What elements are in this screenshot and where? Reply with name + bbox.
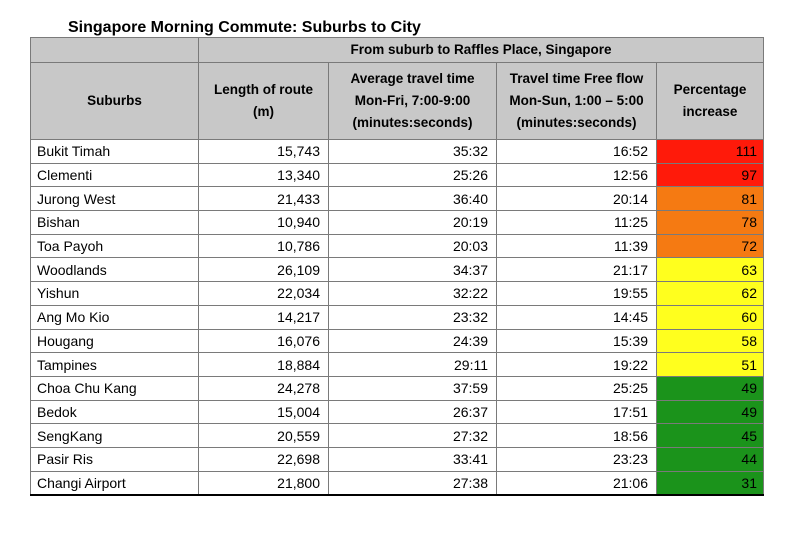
free-flow-cell: 19:22 bbox=[497, 353, 657, 377]
peak-time-cell: 20:19 bbox=[329, 211, 497, 235]
free-flow-header: Travel time Free flow Mon-Sun, 1:00 – 5:00 (minutes:seconds) bbox=[497, 63, 657, 140]
length-cell: 10,786 bbox=[199, 234, 329, 258]
free-flow-cell: 19:55 bbox=[497, 282, 657, 306]
length-cell: 21,433 bbox=[199, 187, 329, 211]
table-row bbox=[31, 353, 764, 377]
table-row bbox=[31, 211, 764, 235]
suburb-cell: Bishan bbox=[31, 211, 199, 235]
chart-title: Singapore Morning Commute: Suburbs to City bbox=[68, 19, 421, 36]
length-cell: 10,940 bbox=[199, 211, 329, 235]
free-flow-cell: 14:45 bbox=[497, 305, 657, 329]
free-flow-cell: 18:56 bbox=[497, 424, 657, 448]
peak-time-cell: 37:59 bbox=[329, 376, 497, 400]
length-cell: 16,076 bbox=[199, 329, 329, 353]
free-flow-cell: 17:51 bbox=[497, 400, 657, 424]
percent-cell: 49 bbox=[657, 400, 764, 424]
table-row bbox=[31, 400, 764, 424]
percent-cell: 44 bbox=[657, 447, 764, 471]
length-cell: 21,800 bbox=[199, 471, 329, 495]
percent-cell: 60 bbox=[657, 305, 764, 329]
suburb-cell: Changi Airport bbox=[31, 471, 199, 495]
length-cell: 18,884 bbox=[199, 353, 329, 377]
peak-time-cell: 35:32 bbox=[329, 140, 497, 164]
peak-time-cell: 27:32 bbox=[329, 424, 497, 448]
length-cell: 20,559 bbox=[199, 424, 329, 448]
length-header: Length of route (m) bbox=[199, 63, 329, 140]
suburb-cell: Hougang bbox=[31, 329, 199, 353]
suburb-cell: Ang Mo Kio bbox=[31, 305, 199, 329]
length-cell: 22,034 bbox=[199, 282, 329, 306]
free-flow-cell: 11:25 bbox=[497, 211, 657, 235]
peak-time-cell: 20:03 bbox=[329, 234, 497, 258]
peak-time-header: Average travel time Mon-Fri, 7:00-9:00 (minutes:seconds) bbox=[329, 63, 497, 140]
suburb-cell: Bedok bbox=[31, 400, 199, 424]
suburbs-header: Suburbs bbox=[31, 63, 199, 140]
table-row bbox=[31, 447, 764, 471]
percent-cell: 78 bbox=[657, 211, 764, 235]
table-row bbox=[31, 424, 764, 448]
suburb-cell: Pasir Ris bbox=[31, 447, 199, 471]
free-flow-cell: 16:52 bbox=[497, 140, 657, 164]
free-flow-cell: 20:14 bbox=[497, 187, 657, 211]
table-row bbox=[31, 471, 764, 495]
percent-cell: 81 bbox=[657, 187, 764, 211]
suburb-cell: Clementi bbox=[31, 163, 199, 187]
percent-header: Percentage increase bbox=[657, 63, 764, 140]
free-flow-cell: 12:56 bbox=[497, 163, 657, 187]
length-cell: 14,217 bbox=[199, 305, 329, 329]
percent-cell: 58 bbox=[657, 329, 764, 353]
percent-cell: 111 bbox=[657, 140, 764, 164]
length-cell: 15,743 bbox=[199, 140, 329, 164]
table-row bbox=[31, 140, 764, 164]
free-flow-cell: 23:23 bbox=[497, 447, 657, 471]
free-flow-cell: 21:06 bbox=[497, 471, 657, 495]
peak-time-cell: 33:41 bbox=[329, 447, 497, 471]
table-row bbox=[31, 282, 764, 306]
percent-cell: 97 bbox=[657, 163, 764, 187]
percent-cell: 49 bbox=[657, 376, 764, 400]
peak-time-cell: 24:39 bbox=[329, 329, 497, 353]
percent-cell: 63 bbox=[657, 258, 764, 282]
table-row bbox=[31, 163, 764, 187]
free-flow-cell: 21:17 bbox=[497, 258, 657, 282]
peak-time-cell: 32:22 bbox=[329, 282, 497, 306]
peak-time-cell: 26:37 bbox=[329, 400, 497, 424]
length-cell: 26,109 bbox=[199, 258, 329, 282]
suburb-cell: Tampines bbox=[31, 353, 199, 377]
suburb-cell: Jurong West bbox=[31, 187, 199, 211]
suburb-cell: Yishun bbox=[31, 282, 199, 306]
peak-time-cell: 36:40 bbox=[329, 187, 497, 211]
suburb-cell: Choa Chu Kang bbox=[31, 376, 199, 400]
percent-cell: 45 bbox=[657, 424, 764, 448]
length-cell: 15,004 bbox=[199, 400, 329, 424]
free-flow-cell: 15:39 bbox=[497, 329, 657, 353]
peak-time-cell: 25:26 bbox=[329, 163, 497, 187]
table-row bbox=[31, 376, 764, 400]
free-flow-cell: 11:39 bbox=[497, 234, 657, 258]
percent-cell: 31 bbox=[657, 471, 764, 495]
table-row bbox=[31, 329, 764, 353]
suburb-cell: Woodlands bbox=[31, 258, 199, 282]
free-flow-cell: 25:25 bbox=[497, 376, 657, 400]
peak-time-cell: 34:37 bbox=[329, 258, 497, 282]
table-row bbox=[31, 258, 764, 282]
commute-table bbox=[30, 37, 764, 496]
percent-cell: 51 bbox=[657, 353, 764, 377]
suburb-cell: SengKang bbox=[31, 424, 199, 448]
suburb-cell: Toa Payoh bbox=[31, 234, 199, 258]
table-row bbox=[31, 234, 764, 258]
percent-cell: 62 bbox=[657, 282, 764, 306]
table-row bbox=[31, 187, 764, 211]
table-row bbox=[31, 305, 764, 329]
group-header: From suburb to Raffles Place, Singapore bbox=[199, 38, 764, 63]
percent-cell: 72 bbox=[657, 234, 764, 258]
length-cell: 24,278 bbox=[199, 376, 329, 400]
header-blank-cell bbox=[31, 38, 199, 63]
length-cell: 22,698 bbox=[199, 447, 329, 471]
peak-time-cell: 23:32 bbox=[329, 305, 497, 329]
suburb-cell: Bukit Timah bbox=[31, 140, 199, 164]
peak-time-cell: 29:11 bbox=[329, 353, 497, 377]
peak-time-cell: 27:38 bbox=[329, 471, 497, 495]
length-cell: 13,340 bbox=[199, 163, 329, 187]
